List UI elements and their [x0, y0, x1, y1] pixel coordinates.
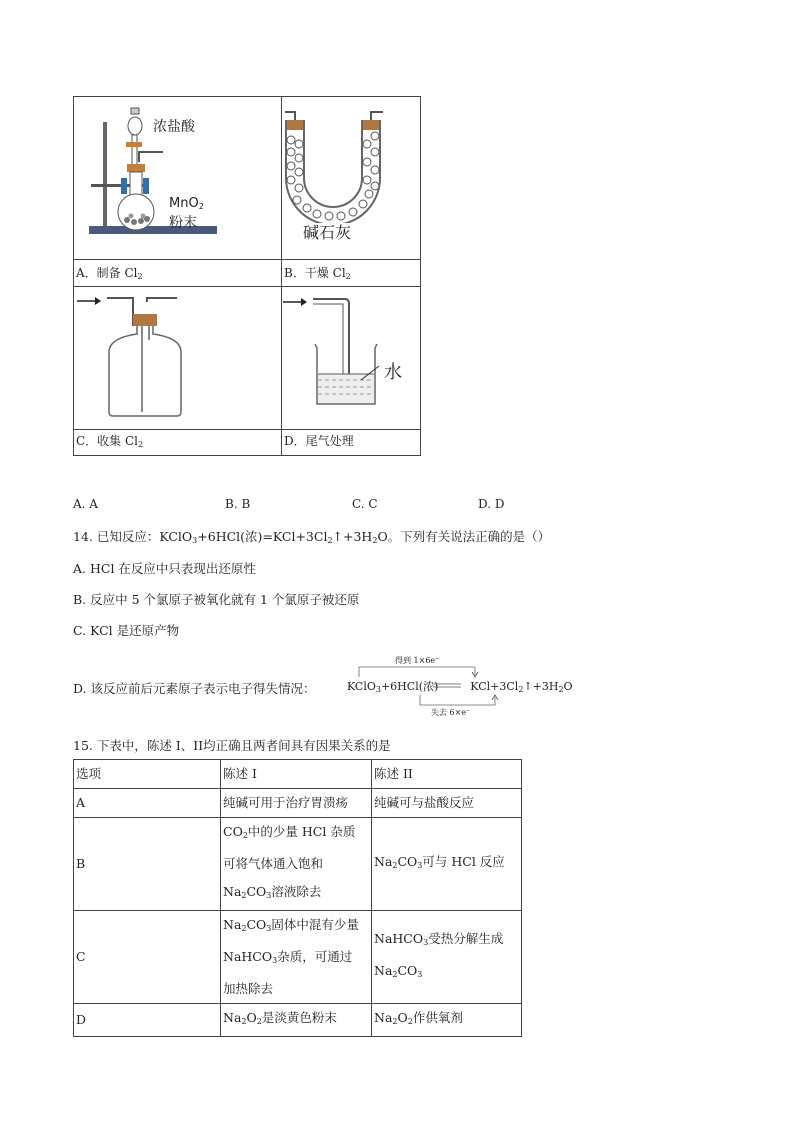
- row-d-option[interactable]: D: [74, 1004, 221, 1037]
- q14-stem: 14. 已知反应：KClO$_3$+6HCl(浓)$=KCl+3Cl_2↑+3H_2O$。下列有关说法正确的是（）: [73, 529, 551, 545]
- u-tube-drying-apparatus: [285, 108, 385, 223]
- row-b-option[interactable]: B: [74, 818, 221, 911]
- apparatus-figure: [73, 96, 421, 456]
- q14-option-d[interactable]: D. 该反应前后元素原子表示电子得失情况：: [73, 681, 316, 696]
- eq-lose-label: 失去 6×e⁻: [431, 708, 471, 717]
- row-d-statement-1: $Na_2O_2$是淡黄色粉末: [221, 1004, 372, 1037]
- caption-c: C．收集 $Cl_2$: [76, 434, 144, 449]
- header-option: 选项: [74, 760, 221, 789]
- row-a-option[interactable]: A: [74, 789, 221, 818]
- row-d-statement-2: $Na_2O_2$作供氧剂: [372, 1004, 522, 1037]
- q14-option-c[interactable]: C. KCl 是还原产物: [73, 623, 180, 638]
- caption-d: D．尾气处理: [284, 434, 354, 448]
- table-row: [74, 1004, 522, 1037]
- label-powder: 粉末: [169, 215, 197, 231]
- label-soda-lime: 碱石灰: [303, 223, 352, 242]
- q14-option-b[interactable]: B. 反应中 5 个氯原子被氧化就有 1 个氯原子被还原: [73, 592, 360, 607]
- exhaust-absorption-beaker: [283, 292, 393, 412]
- eq-gain-label: 得到 1×6e⁻: [395, 656, 440, 665]
- q14-option-a[interactable]: A. HCl 在反应中只表现出还原性: [73, 561, 256, 576]
- caption-a: A．制备 $Cl_2$: [76, 266, 143, 281]
- table-row: [74, 789, 522, 818]
- q13-option-b[interactable]: B. B: [225, 497, 251, 511]
- row-b-statement-2: $Na_2CO_3$可与 HCl 反应: [372, 818, 522, 911]
- electron-transfer-diagram: [345, 653, 573, 719]
- gas-collection-bottle: [77, 292, 197, 422]
- table-header-row: [74, 760, 522, 789]
- row-c-option[interactable]: C: [74, 911, 221, 1004]
- q15-table: [73, 759, 522, 1037]
- label-water: 水: [384, 362, 402, 383]
- q13-option-a[interactable]: A. A: [73, 497, 98, 511]
- q13-option-d[interactable]: D. D: [478, 497, 505, 511]
- row-c-statement-1: $Na_2CO_3$固体中混有少量 NaHCO$_3$杂质，可通过 加热除去: [221, 911, 372, 1004]
- label-conc-hcl: 浓盐酸: [153, 119, 195, 135]
- q13-option-c[interactable]: C. C: [352, 497, 378, 511]
- caption-b: B．干燥 $Cl_2$: [284, 266, 351, 281]
- label-mno2: MnO$_2$: [169, 196, 204, 211]
- table-row: [74, 818, 522, 911]
- table-row: [74, 911, 522, 1004]
- header-statement-1: 陈述 I: [221, 760, 372, 789]
- eq-formula: KClO$_3$+6HCl(浓) $KCl+3Cl_2↑+3H_2O$: [347, 680, 573, 694]
- row-a-statement-2: 纯碱可与盐酸反应: [372, 789, 522, 818]
- row-a-statement-1: 纯碱可用于治疗胃溃疡: [221, 789, 372, 818]
- row-b-statement-1: $CO_2$中的少量 HCl 杂质 可将气体通入饱和 $Na_2CO_3$溶液除去: [221, 818, 372, 911]
- row-c-statement-2: NaHCO$_3$受热分解生成 $Na_2CO_3$: [372, 911, 522, 1004]
- q15-stem: 15. 下表中，陈述 I、II均正确且两者间具有因果关系的是: [73, 738, 391, 753]
- header-statement-2: 陈述 II: [372, 760, 522, 789]
